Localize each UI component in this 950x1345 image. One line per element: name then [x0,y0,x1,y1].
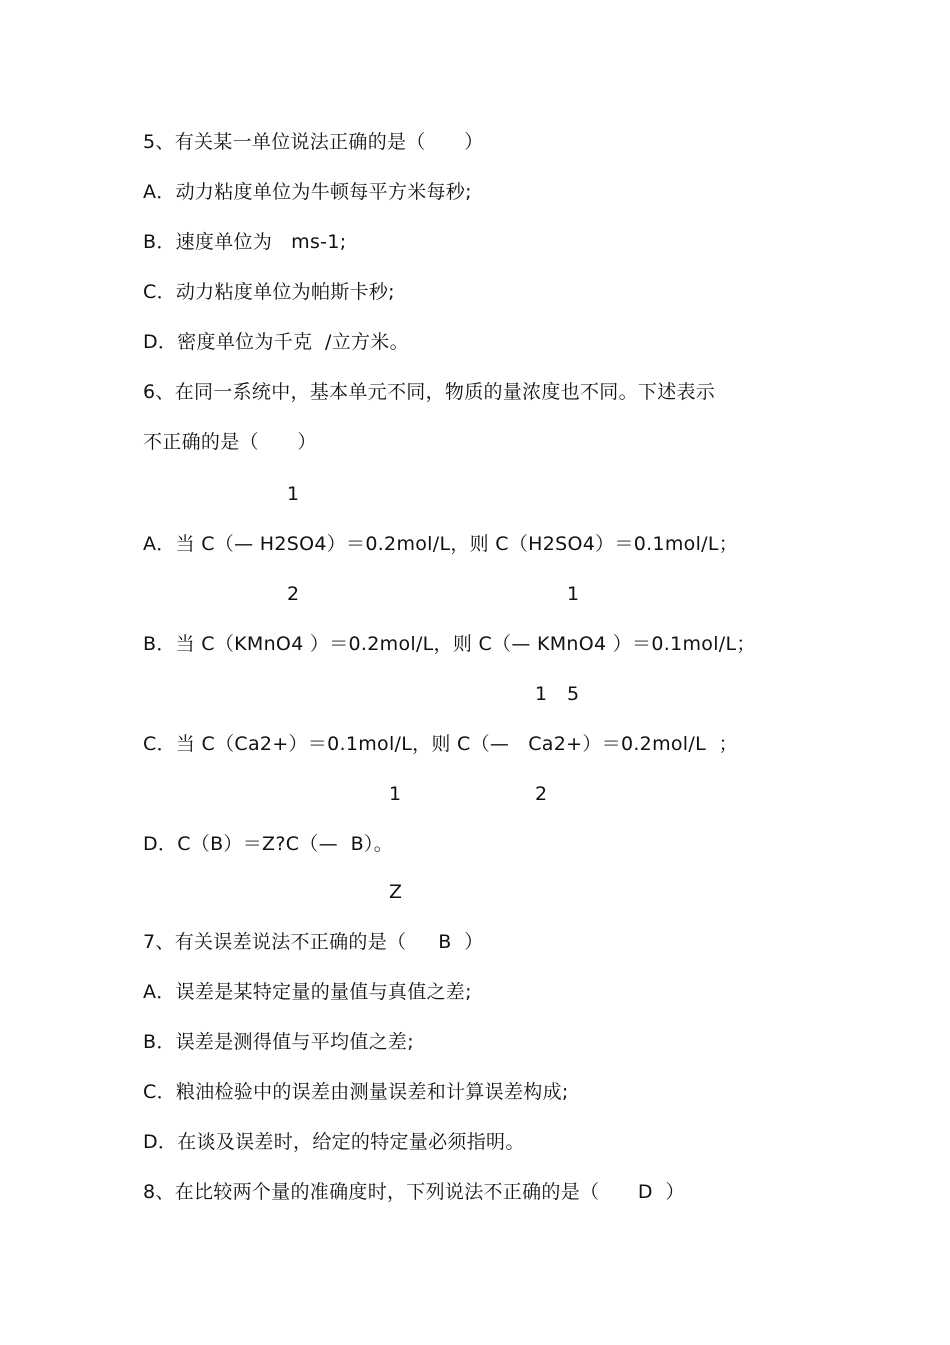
question-7: 7、有关误差说法不正确的是（ B ） [143,931,484,953]
option-6c-fraction-denominator: 2 [535,783,548,805]
option-7b: B．误差是测得值与平均值之差; [143,1031,414,1053]
option-6d: D．C（B）＝Z?C（— B）。 [143,833,394,855]
option-6b: B．当 C（KMnO4 ）＝0.2mol/L，则 C（— KMnO4 ）＝0.1mol/L； [143,633,756,655]
option-7d: D．在谈及误差时，给定的特定量必须指明。 [143,1131,525,1153]
option-5c: C．动力粘度单位为帕斯卡秒; [143,281,395,303]
option-6d-fraction-denominator: Z [389,881,403,903]
question-6-line-1: 6、在同一系统中，基本单元不同，物质的量浓度也不同。下述表示 [143,381,716,403]
option-6a-fraction-numerator: 1 [287,483,300,505]
option-6d-fraction-numerator: 1 [389,783,402,805]
option-5a: A．动力粘度单位为牛顿每平方米每秒; [143,181,472,203]
option-5d: D．密度单位为千克 /立方米。 [143,331,409,353]
option-6b-fraction-denominator: 5 [567,683,580,705]
option-6a: A．当 C（— H2SO4）＝0.2mol/L，则 C（H2SO4）＝0.1mol/L； [143,533,739,555]
option-6c-fraction-numerator: 1 [535,683,548,705]
option-7c: C．粮油检验中的误差由测量误差和计算误差构成; [143,1081,569,1103]
question-6-line-2: 不正确的是（ ） [143,431,317,453]
option-6b-fraction-numerator: 1 [567,583,580,605]
option-7a: A．误差是某特定量的量值与真值之差; [143,981,472,1003]
option-6a-fraction-denominator: 2 [287,583,300,605]
question-5: 5、有关某一单位说法正确的是（ ） [143,131,484,153]
option-5b: B．速度单位为 ms-1; [143,231,347,253]
option-6c: C．当 C（Ca2+）＝0.1mol/L，则 C（— Ca2+）＝0.2mol/L ； [143,733,738,755]
question-8: 8、在比较两个量的准确度时，下列说法不正确的是（ D ） [143,1181,685,1203]
